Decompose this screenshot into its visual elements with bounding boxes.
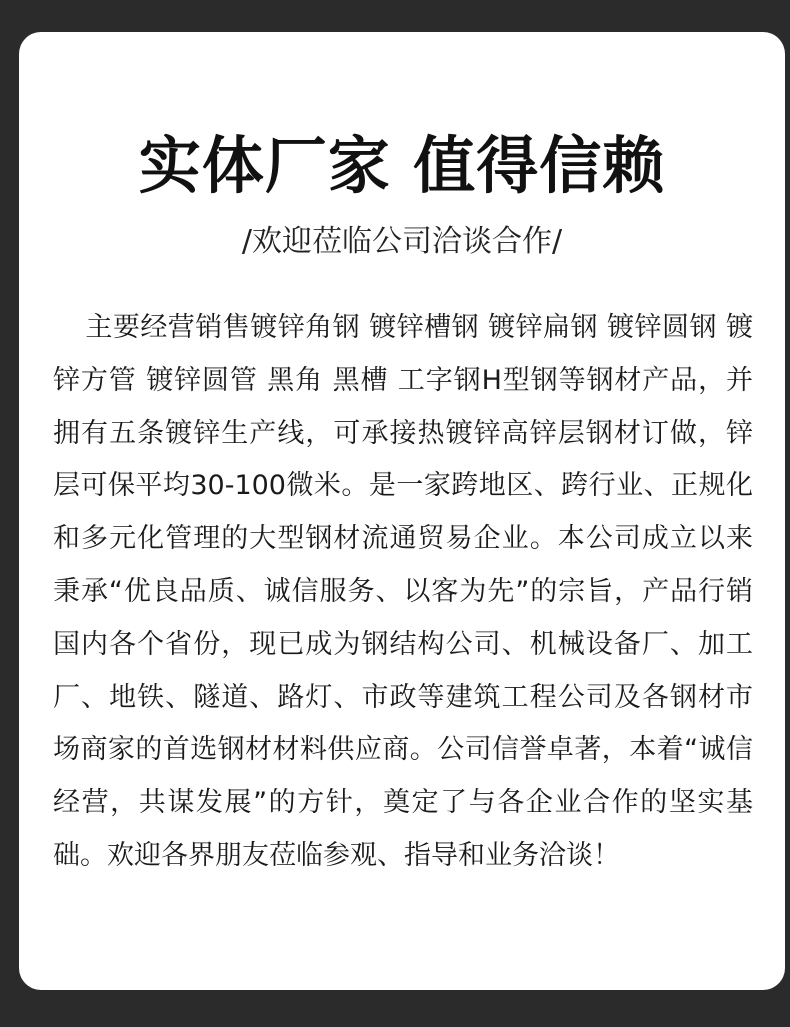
content-card [19, 32, 785, 990]
page-title: 实体厂家 值得信赖 [138, 129, 666, 202]
company-introduction: 主要经营销售镀锌角钢 镀锌槽钢 镀锌扁钢 镀锌圆钢 镀锌方管 镀锌圆管 黑角 黑槽 工字钢H型钢等钢材产品，并拥有五条镀锌生产线，可承接热镀锌高锌层钢材订做，锌层可保平均30-100微米。是一家跨地区、跨行业、正规化和多元化管理的大型钢材流通贸易企业。本公司成立以来秉承“优良品质、诚信服务、以客为先”的宗旨，产品行销国内各个省份，现已成为钢结构公司、机械设备厂、加工厂、地铁、隧道、路灯、市政等建筑工程公司及各钢材市场商家的首选钢材材料供应商。公司信誉卓著，本着“诚信经营，共谋发展”的方针，奠定了与各企业合作的坚实基础。欢迎各界朋友莅临参观、指导和业务洽谈！ [53, 312, 753, 871]
page-subtitle: /欢迎莅临公司洽谈合作/ [241, 224, 563, 259]
